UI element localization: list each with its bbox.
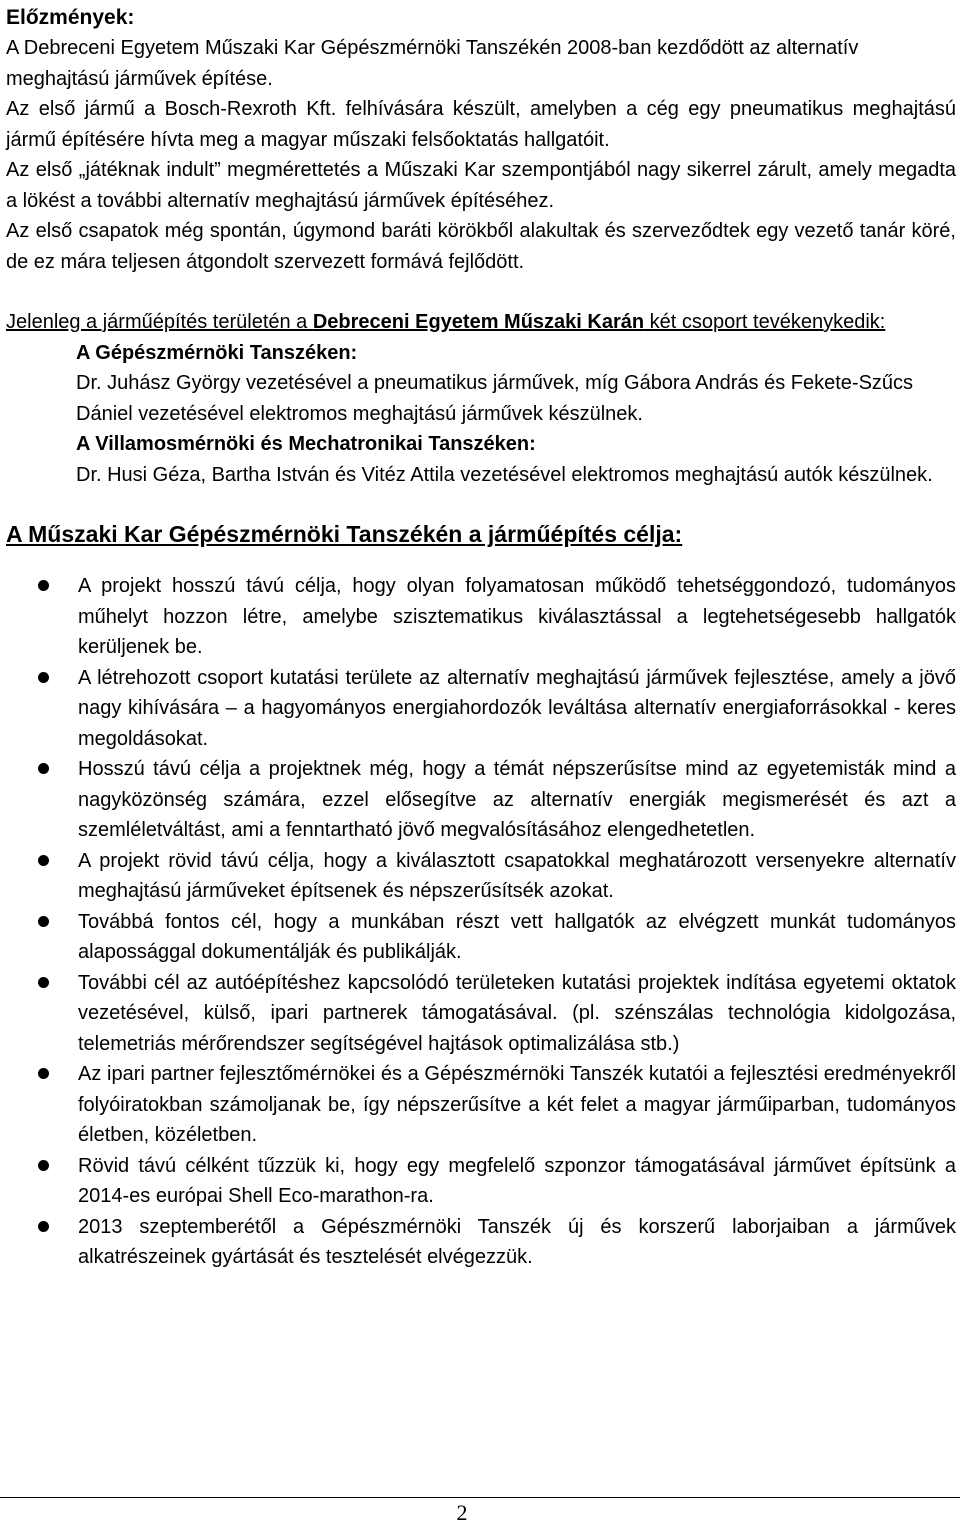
list-item xyxy=(6,571,956,663)
bullet-icon xyxy=(38,977,49,988)
groups-intro-faculty: Debreceni Egyetem Műszaki Karán xyxy=(312,311,645,333)
list-item-text: További cél az autóépítéshez kapcsolódó területeken kutatási projektek indítása egyetemi oktatok vezetésével, külső, ipari partnerek támogatásával. (pl. szénszálas technológia kidolgozása, telemetriás mérőrendszer segítségével hajtások optimalizálása stb.) xyxy=(78,971,956,1055)
list-item-text: 2013 szeptemberétől a Gépészmérnöki Tanszék új és korszerű laborjaiban a járművek alkatrészeinek gyártását és tesztelését elvégezzük. xyxy=(78,1215,956,1268)
list-item xyxy=(6,1059,956,1151)
dept2-text: Dr. Husi Géza, Bartha István és Vitéz Attila vezetésével elektromos meghajtású autók készülnek. xyxy=(76,463,933,486)
bullet-icon xyxy=(38,763,49,774)
intro-paragraph-4: Az első csapatok még spontán, úgymond baráti körökből alakultak és szerveződtek egy vezető tanár köré, de ez mára teljesen átgondolt szervezett formává fejlődött. xyxy=(6,220,956,273)
bullet-icon xyxy=(38,672,49,683)
intro-paragraph-2: Az első jármű a Bosch-Rexroth Kft. felhívására készült, amelyben a cég egy pneumatikus meghajtású jármű építésére hívta meg a magyar műszaki felsőoktatás hallgatóit. xyxy=(6,98,956,151)
list-item-text: Továbbá fontos cél, hogy a munkában részt vett hallgatók az elvégzett munkát tudományos alapossággal dokumentálják és publikálják. xyxy=(78,910,956,963)
bullet-icon xyxy=(38,916,49,927)
list-item xyxy=(6,1212,956,1273)
bullet-icon xyxy=(38,855,49,866)
bullet-icon xyxy=(38,580,49,591)
list-item xyxy=(6,907,956,968)
list-item xyxy=(6,968,956,1060)
list-item-text: A létrehozott csoport kutatási területe az alternatív meghajtású járművek fejlesztése, amely a jövő nagy kihívására – a hagyományos energiahordozók leváltása alternatív energiaforrásokkal - keres megoldásokat. xyxy=(78,666,956,750)
bullet-icon xyxy=(38,1160,49,1171)
list-item-text: Rövid távú célként tűzzük ki, hogy egy megfelelő szponzor támogatásával járművet építsünk a 2014-es európai Shell Eco-marathon-ra. xyxy=(78,1154,956,1207)
groups-intro xyxy=(6,307,956,338)
footer-divider xyxy=(0,1497,960,1498)
list-item-text: A projekt rövid távú célja, hogy a kiválasztott csapatokkal meghatározott versenyekre alternatív meghajtású járműveket építsenek és népszerűsítsék azokat. xyxy=(78,849,956,902)
intro-paragraph-1: A Debreceni Egyetem Műszaki Kar Gépészmérnöki Tanszékén 2008-ban kezdődött az alternatív meghajtású járművek építése. xyxy=(6,37,859,90)
dept2-title: A Villamosmérnöki és Mechatronikai Tanszéken: xyxy=(76,433,536,455)
dept1-title: A Gépészmérnöki Tanszéken: xyxy=(76,341,358,364)
page-number: 2 xyxy=(456,1500,468,1525)
list-item-text: A projekt hosszú távú célja, hogy olyan folyamatosan működő tehetséggondozó, tudományos műhelyt hozzon létre, amelybe szisztematikus kiválasztással a legtehetségesebb hallgatók kerüljenek be. xyxy=(78,575,956,658)
goals-list xyxy=(6,571,956,1273)
page-heading: Előzmények: xyxy=(6,6,135,29)
list-item-text: Az ipari partner fejlesztőmérnökei és a Gépészmérnöki Tanszék kutatói a fejlesztési eredményekről folyóiratokban számoljanak be, így népszerűsítve a két felet a magyar járműiparban, tudományos életben, közéletben. xyxy=(78,1063,956,1146)
bullet-icon xyxy=(38,1221,49,1232)
groups-intro-pre: Jelenleg a járműépítés területén a xyxy=(6,311,313,333)
list-item xyxy=(6,1151,956,1212)
list-item xyxy=(6,663,956,755)
list-item-text: Hosszú távú célja a projektnek még, hogy a témát népszerűsítse mind az egyetemisták mind a nagyközönség számára, ezzel elősegítve az alternatív energiák megismerését és azt a szemléletváltást, ami a fenntartható jövő megvalósításához elengedhetetlen. xyxy=(78,758,956,841)
groups-intro-post: két csoport tevékenykedik: xyxy=(644,311,886,333)
goals-title: A Műszaki Kar Gépészmérnöki Tanszékén a járműépítés célja: xyxy=(6,521,683,547)
list-item xyxy=(6,846,956,907)
bullet-icon xyxy=(38,1068,49,1079)
intro-paragraph-3: Az első „játéknak indult” megmérettetés a Műszaki Kar szempontjából nagy sikerrel zárult, amely megadta a lökést a további alternatív meghajtású járművek építéséhez. xyxy=(6,159,956,212)
dept1-text: Dr. Juhász György vezetésével a pneumatikus járművek, míg Gábora András és Fekete-Szűcs Dániel vezetésével elektromos meghajtású járművek készülnek. xyxy=(76,372,914,425)
document-page xyxy=(6,0,956,1273)
spacer xyxy=(6,277,956,307)
list-item xyxy=(6,754,956,846)
